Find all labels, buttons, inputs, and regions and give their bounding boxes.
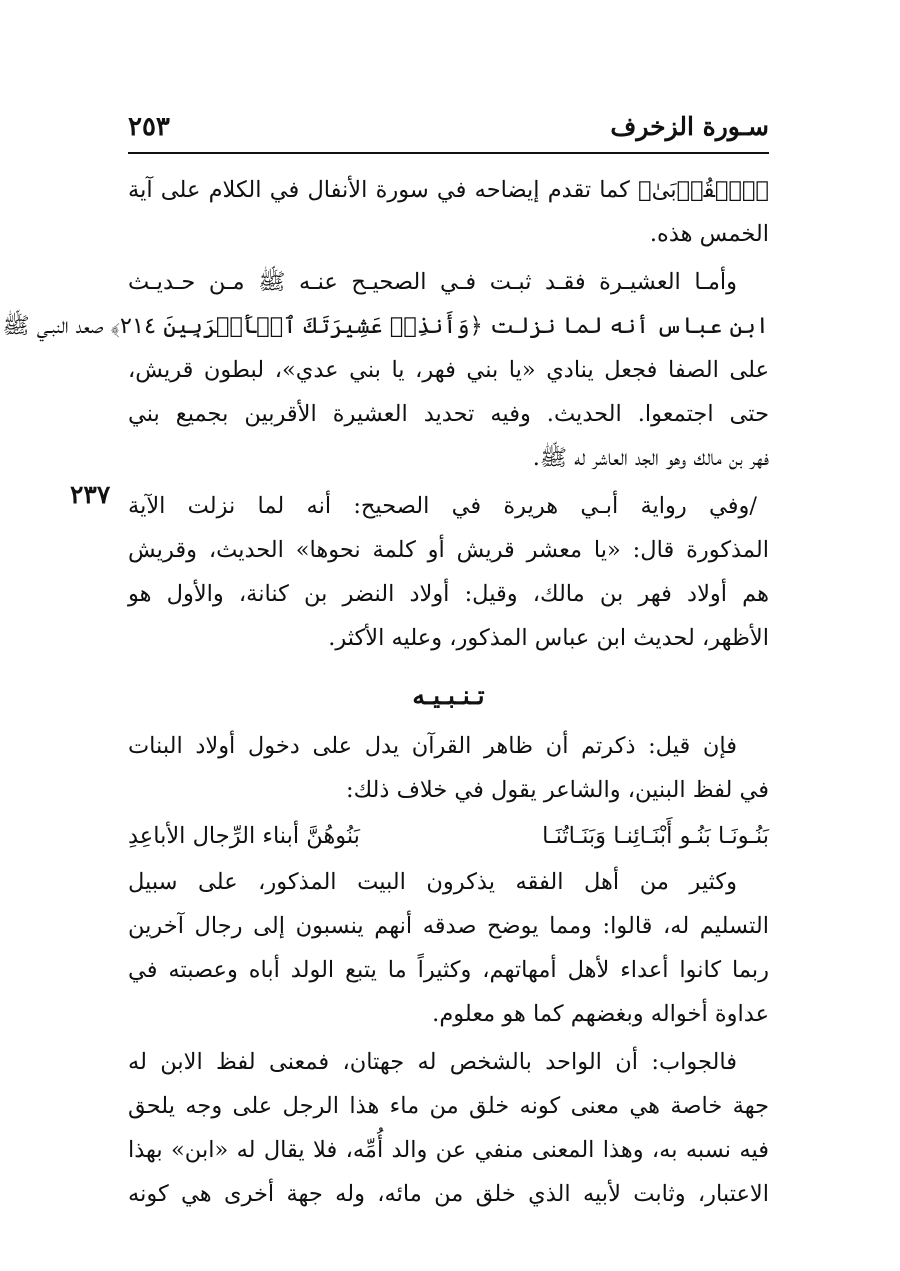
text-line: ابن عباس أنه لما نزلت ﴿وَأَنذِرۡ عَشِيرَتَكَ ٱلۡأَقۡرَبِينَ ٢١٤﴾ صعد النبـي ﷺ	[2, 313, 769, 339]
text-line: على الصفا فجعل ينادي «يا بني فهر، يا بني عدي»، لبطون قريش،	[128, 357, 769, 383]
paragraph-3	[128, 484, 769, 660]
text-line: وأمـا العشيـرة فقـد ثبـت فـي الصحيـح عنـه ﷺ مـن حـديـث	[128, 269, 737, 295]
section-heading: تـنـبـيـه	[412, 681, 485, 710]
text-line: جهة خاصة هي معنى كونه خلق من ماء هذا الرجل على وجه يلحق	[128, 1093, 769, 1119]
paragraph-6	[128, 1040, 769, 1216]
text-line: فهر بن مالك وهو الجد العاشر له ﷺ.	[532, 445, 769, 471]
paragraph-5	[128, 860, 769, 1036]
text-line: في لفظ البنين، والشاعر يقول في خلاف ذلك:	[346, 777, 769, 803]
text-line: ﴿ٱلۡقُرۡبَىٰ﴾ كما تقدم إيضاحه في سورة الأنفال في الكلام على آية	[128, 177, 769, 203]
text-line: حتى اجتمعوا. الحديث. وفيه تحديد العشيرة الأقربين بجميع بني	[128, 401, 769, 427]
page-header	[128, 110, 769, 152]
margin-page-marker: ٢٣٧	[70, 480, 111, 509]
text-line: عداوة أخواله وبغضهم كما هو معلوم.	[432, 1001, 769, 1027]
page-number: ٢٥٣	[128, 112, 170, 142]
header-divider	[128, 152, 769, 154]
text-line: فيه نسبه به، وهذا المعنى منفي عن والد أُمِّه، فلا يقال له «ابن» بهذا	[128, 1137, 769, 1163]
text-line: الخمس هذه.	[649, 221, 769, 247]
text-line: فإن قيل: ذكرتم أن ظاهر القرآن يدل على دخول أولاد البنات	[128, 733, 737, 759]
text-line: الاعتبار، وثابت لأبيه الذي خلق من مائه، وله جهة أخرى هي كونه	[128, 1181, 769, 1207]
text-line: المذكورة قال: «يا معشر قريش أو كلمة نحوها» الحديث، وقريش	[128, 537, 769, 563]
text-line: ربما كانوا أعداء لأهل أمهاتهم، وكثيراً ما يتبع الولد أباه وعصبته في	[128, 957, 769, 983]
verse-hemistich-second: بَنُوهُنَّ أبناء الرِّجال الأباعِدِ	[128, 823, 360, 849]
text-line: هم أولاد فهر بن مالك، وقيل: أولاد النضر بن كنانة، والأول هو	[128, 581, 769, 607]
paragraph-2	[2, 260, 769, 480]
text-line: فالجواب: أن الواحد بالشخص له جهتان، فمعنى لفظ الابن له	[128, 1049, 737, 1075]
verse-hemistich-first: بَنُـونَـا بَنُـو أَبْنَـائِنـا وَبَنَـاتُنَـا	[542, 823, 769, 849]
surah-title: سـورة الزخرف	[610, 112, 769, 141]
text-line: الأظهر، لحديث ابن عباس المذكور، وعليه الأكثر.	[328, 625, 769, 651]
text-line: التسليم له، قالوا: ومما يوضح صدقه أنهم ينسبون إلى رجال آخرين	[128, 913, 769, 939]
paragraph-1	[128, 168, 769, 256]
text-line: /وفي رواية أبـي هريرة في الصحيح: أنه لما نزلت الآية	[128, 493, 757, 519]
poetry-verse	[128, 812, 769, 860]
paragraph-4	[128, 724, 769, 812]
text-line: وكثير من أهل الفقه يذكرون البيت المذكور، على سبيل	[128, 869, 737, 895]
